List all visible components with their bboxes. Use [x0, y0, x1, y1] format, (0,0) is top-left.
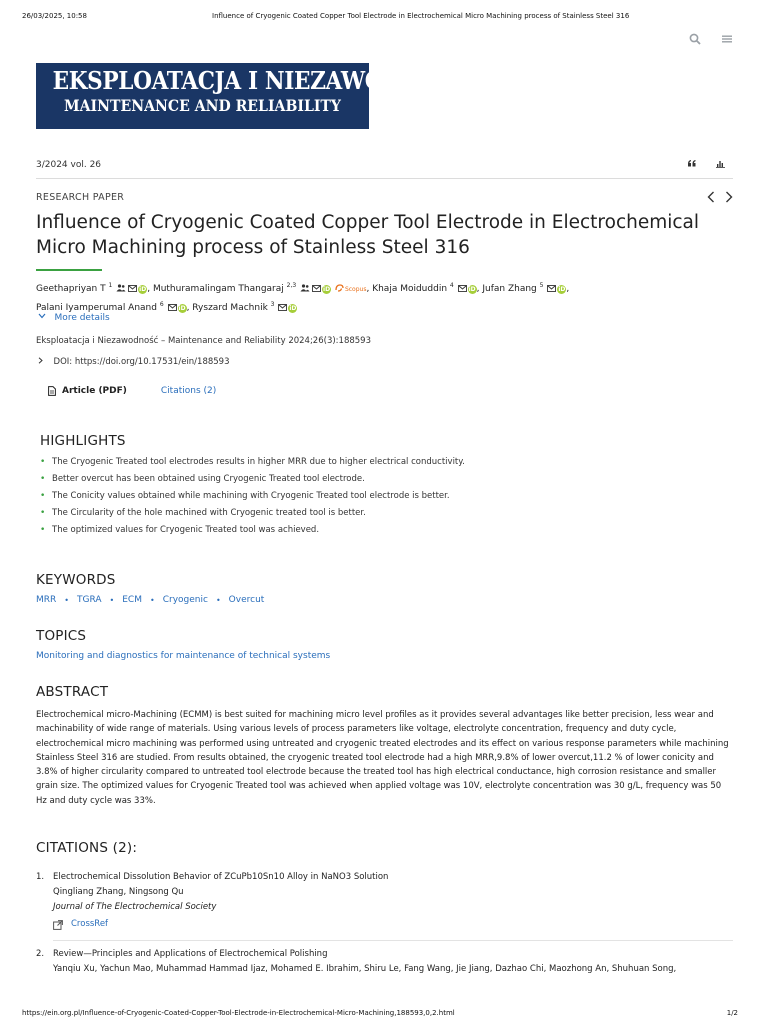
citations-list — [36, 870, 733, 977]
topics-heading: TOPICS — [36, 628, 87, 644]
keyword-link[interactable]: TGRA — [77, 595, 102, 605]
email-icon[interactable] — [312, 284, 321, 298]
author-affiliation: 3 — [270, 300, 275, 308]
citation-title: Electrochemical Dissolution Behavior of ZCuPb10Sn10 Alloy in NaNO3 Solution — [53, 872, 389, 882]
keyword-link[interactable]: Overcut — [228, 595, 265, 605]
logo-line-1: EKSPLOATACJA I NIEZAWODNOŚĆ — [52, 66, 472, 95]
highlights-list — [40, 456, 465, 541]
citation-authors: Yanqiu Xu, Yachun Mao, Muhammad Hammad Ijaz, Mohamed E. Ibrahim, Shiru Le, Fang Wang, Jie Jiang, Dazhao Chi, Maozhong An, Shuhuan Song, — [53, 964, 677, 974]
print-page-title: Influence of Cryogenic Coated Copper Tool Electrode in Electrochemical Micro Machining process of Stainless Steel 316 — [212, 12, 630, 20]
logo-line-2: MAINTENANCE AND RELIABILITY — [64, 96, 341, 115]
keywords-heading: KEYWORDS — [36, 572, 116, 588]
journal-reference: Eksploatacja i Niezawodność – Maintenance and Reliability 2024;26(3):188593 — [36, 336, 371, 346]
corresponding-author-icon — [116, 284, 126, 298]
crossref-label[interactable]: CrossRef — [71, 919, 109, 929]
menu-icon[interactable] — [721, 33, 733, 45]
keyword-link[interactable]: Cryogenic — [162, 595, 208, 605]
tab-article-pdf[interactable] — [48, 386, 127, 396]
keyword-separator: • — [150, 595, 155, 605]
keyword-link[interactable]: MRR — [36, 595, 57, 605]
citation-number: 2. — [36, 949, 45, 959]
citation-item — [36, 870, 733, 932]
issue-label: 3/2024 vol. 26 — [36, 160, 102, 170]
authors-list: Geethapriyan T $^1$ iD, Muthuramalingam Thangaraj $^{2,3}$ iD Scopus, Khaja Moiduddin $^4$ iD, Jufan Zhang $^5$ iD, Palani Iyamperumal Anand $^6$ iD, Ryszard Machnik $^3$ iD — [36, 279, 736, 316]
highlight-item: • The Circularity of the hole machined with Cryogenic treated tool is better. — [40, 507, 465, 524]
paper-type-row — [36, 188, 733, 207]
highlight-item: • The Conicity values obtained while machining with Cryogenic Treated tool electrode is better. — [40, 490, 465, 507]
cite-quote-icon[interactable] — [688, 160, 696, 171]
author-affiliation: 4 — [449, 282, 454, 289]
orcid-icon[interactable]: iD — [289, 304, 297, 312]
author-affiliation: 1 — [108, 282, 113, 289]
next-article-arrow-icon[interactable] — [725, 188, 733, 207]
print-page-number: 1/2 — [726, 1009, 738, 1017]
abstract-text: Electrochemical micro-Machining (ECMM) is best suited for machining micro level profiles as it provides several advantages like better precision, less wear and machinability of wide range of materials. Using various levels of process parameters like voltage, electrolyte concentration, frequency and duty cycle, electrochemical micro machining was performed using untreated and cryogenic treated electrodes and its effect on various response parameters while machining Stainless Steel 316 are studied. From results obtained, the cryogenic treated tool electrode had a high MRR,9.8% of lower overcut,11.2 % of lower conicity and 3.8% of higher circularity compared to untreated tool electrode because the treated tool has high electrical conductance, high corrosion resistance and smaller grain size. The optimized values for Cryogenic Treated tool was achieved when applied voltage was 10V, electrolyte concentration was 30 g/L, frequency was 50 Hz and duty cycle was 33%. — [36, 710, 729, 806]
orcid-icon[interactable]: iD — [468, 286, 476, 293]
author-name[interactable]: Ryszard Machnik — [192, 302, 268, 313]
more-details-label: More details — [54, 313, 110, 323]
highlight-item: • The optimized values for Cryogenic Treated tool was achieved. — [40, 524, 465, 541]
abstract-heading: ABSTRACT — [36, 684, 109, 700]
doi-row[interactable] — [38, 357, 230, 367]
keywords-list — [36, 595, 264, 605]
pdf-file-icon — [48, 386, 56, 396]
orcid-icon[interactable]: iD — [323, 286, 331, 293]
highlights-heading: HIGHLIGHTS — [40, 433, 126, 449]
author-affiliation: 2,3 — [286, 282, 297, 289]
email-icon[interactable] — [278, 303, 287, 317]
paper-type-label: RESEARCH PAPER — [36, 192, 125, 203]
keyword-link[interactable]: ECM — [122, 595, 142, 605]
author-name[interactable]: Muthuramalingam Thangaraj — [152, 284, 284, 294]
email-icon[interactable] — [128, 284, 137, 298]
topic-link[interactable]: Monitoring and diagnostics for maintenance of technical systems — [36, 651, 331, 661]
top-toolbar — [689, 33, 733, 45]
print-timestamp: 26/03/2025, 10:58 — [22, 12, 87, 20]
citation-divider — [53, 940, 733, 941]
author-name[interactable]: Geethapriyan T — [36, 284, 106, 294]
article-tabs — [48, 386, 216, 396]
orcid-icon[interactable]: iD — [558, 286, 566, 293]
highlight-item: • Better overcut has been obtained using Cryogenic Treated tool electrode. — [40, 473, 465, 490]
author-name[interactable]: Palani Iyamperumal Anand — [36, 302, 157, 313]
doi-text[interactable]: DOI: https://doi.org/10.17531/ein/188593 — [53, 357, 230, 367]
search-icon[interactable] — [689, 33, 701, 45]
keyword-separator: • — [215, 595, 221, 605]
print-footer — [22, 1009, 738, 1017]
citation-number: 1. — [36, 872, 45, 882]
citations-heading: CITATIONS (2): — [36, 840, 138, 856]
orcid-icon[interactable]: iD — [139, 286, 147, 293]
issue-row — [36, 160, 733, 179]
email-icon[interactable] — [458, 284, 467, 298]
author-affiliation: 5 — [539, 282, 544, 289]
citation-authors: Qingliang Zhang, Ningsong Qu — [53, 887, 184, 897]
stats-chart-icon[interactable] — [716, 160, 725, 171]
scopus-logo-icon[interactable] — [335, 284, 344, 298]
email-icon[interactable] — [168, 303, 177, 317]
orcid-icon[interactable]: iD — [178, 304, 186, 312]
author-name[interactable]: Jufan Zhang — [482, 284, 537, 294]
citation-journal: Journal of The Electrochemical Society — [53, 902, 217, 912]
author-name[interactable]: Khaja Moiduddin — [372, 284, 448, 294]
crossref-link[interactable] — [53, 917, 733, 932]
article-title: Influence of Cryogenic Coated Copper Tool Electrode in Electrochemical Micro Machining process of Stainless Steel 316 — [36, 212, 700, 258]
citation-title: Review—Principles and Applications of Electrochemical Polishing — [53, 949, 328, 959]
email-icon[interactable] — [547, 284, 556, 298]
journal-logo[interactable] — [36, 63, 472, 129]
author-affiliation: 6 — [159, 300, 164, 308]
tab-citations[interactable]: Citations (2) — [160, 386, 217, 396]
scopus-label[interactable]: Scopus — [344, 286, 367, 293]
highlight-item: • The Cryogenic Treated tool electrodes results in higher MRR due to higher electrical conductivity. — [40, 456, 465, 473]
keyword-separator: • — [64, 595, 69, 605]
previous-article-arrow-icon[interactable] — [707, 188, 715, 207]
tab-article-pdf-label: Article (PDF) — [62, 386, 127, 396]
citation-item — [36, 947, 733, 977]
keyword-separator: • — [109, 595, 115, 605]
chevron-down-icon — [38, 313, 49, 322]
chevron-right-icon — [38, 357, 46, 366]
more-details-toggle[interactable] — [38, 313, 110, 323]
external-link-icon — [53, 920, 63, 930]
title-underline — [36, 269, 102, 271]
print-header — [22, 12, 746, 20]
corresponding-author-icon — [300, 284, 310, 298]
print-url: https://ein.org.pl/Influence-of-Cryogenic-Coated-Copper-Tool-Electrode-in-Electrochemical-Micro-Machining,188593,0,2.html — [22, 1009, 455, 1017]
